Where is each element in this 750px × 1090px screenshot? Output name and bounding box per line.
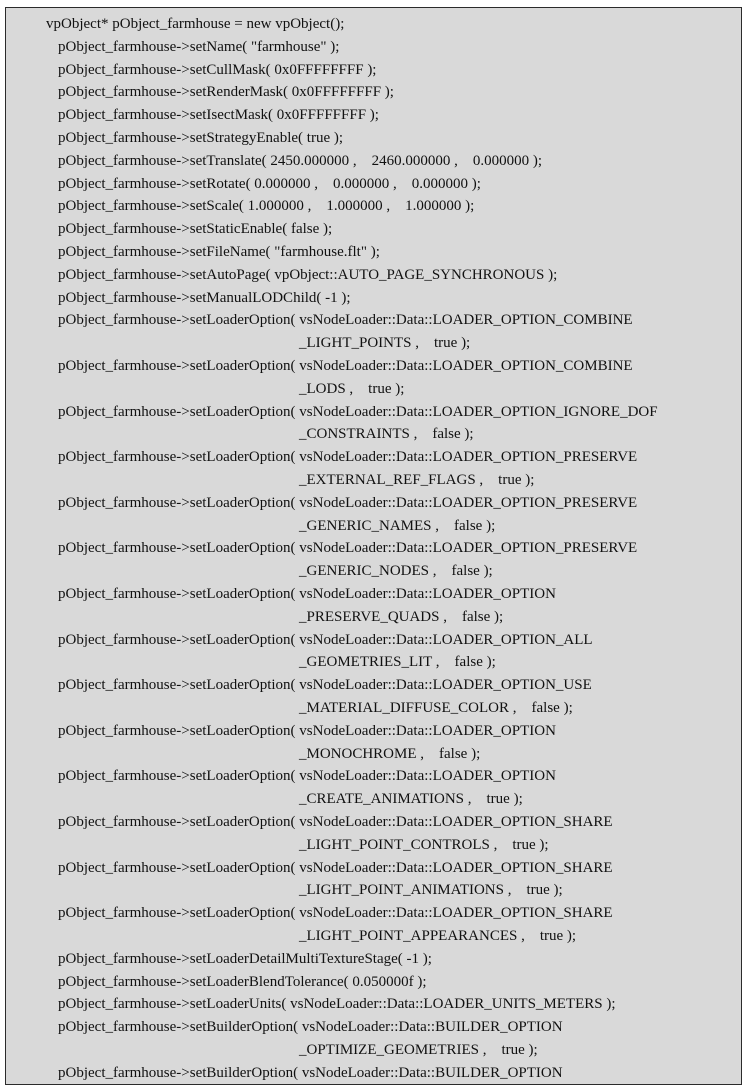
code-line: pObject_farmhouse->setRenderMask( 0x0FFFFFFFF ); [58, 84, 394, 101]
code-line: _LODS , true ); [299, 380, 405, 397]
code-line: pObject_farmhouse->setLoaderUnits( vsNodeLoader::Data::LOADER_UNITS_METERS ); [58, 996, 616, 1013]
code-line: pObject_farmhouse->setLoaderOption( vsNodeLoader::Data::LOADER_OPTION [58, 722, 556, 739]
code-line: pObject_farmhouse->setTranslate( 2450.000000 , 2460.000000 , 0.000000 ); [58, 152, 543, 169]
code-line: pObject_farmhouse->setManualLODChild( -1 ); [58, 289, 351, 306]
code-line: _LIGHT_POINT_ANIMATIONS , true ); [299, 882, 563, 899]
code-line: pObject_farmhouse->setLoaderOption( vsNodeLoader::Data::LOADER_OPTION_SHARE [58, 814, 613, 830]
code-line: _CREATE_ANIMATIONS , true ); [299, 791, 523, 808]
code-line: pObject_farmhouse->setLoaderOption( vsNodeLoader::Data::LOADER_OPTION_COMBINE [58, 358, 633, 374]
code-line: _OPTIMIZE_GEOMETRIES , true ); [299, 1042, 538, 1058]
code-line: _MATERIAL_DIFFUSE_COLOR , false ); [299, 700, 573, 716]
code-line: _LIGHT_POINTS , true ); [299, 335, 471, 352]
code-line: pObject_farmhouse->setBuilderOption( vsNodeLoader::Data::BUILDER_OPTION [58, 1064, 563, 1081]
code-line: pObject_farmhouse->setLoaderOption( vsNodeLoader::Data::LOADER_OPTION_SHARE [58, 859, 613, 876]
code-line: _CONSTRAINTS , false ); [299, 426, 474, 443]
code-line: pObject_farmhouse->setLoaderOption( vsNodeLoader::Data::LOADER_OPTION_COMBINE [58, 312, 633, 329]
code-line: pObject_farmhouse->setLoaderOption( vsNodeLoader::Data::LOADER_OPTION_USE [58, 677, 592, 694]
code-line: pObject_farmhouse->setLoaderDetailMultiTextureStage( -1 ); [58, 950, 432, 967]
code-line: _LIGHT_POINT_APPEARANCES , true ); [299, 928, 577, 944]
code-line: pObject_farmhouse->setIsectMask( 0x0FFFFFFFF ); [58, 107, 379, 124]
code-line: pObject_farmhouse->setLoaderOption( vsNodeLoader::Data::LOADER_OPTION_ALL [58, 631, 593, 648]
code-line: pObject_farmhouse->setFileName( "farmhouse.flt" ); [58, 244, 380, 260]
code-listing [5, 7, 742, 1085]
code-line: pObject_farmhouse->setBuilderOption( vsNodeLoader::Data::BUILDER_OPTION [58, 1019, 563, 1036]
code-line: _PRESERVE_QUADS , false ); [299, 608, 504, 625]
code-line: pObject_farmhouse->setLoaderOption( vsNodeLoader::Data::LOADER_OPTION_IGNORE_DOF [58, 403, 658, 420]
code-line: pObject_farmhouse->setLoaderOption( vsNodeLoader::Data::LOADER_OPTION_PRESERVE [58, 494, 638, 511]
code-line: pObject_farmhouse->setName( "farmhouse" ); [58, 38, 340, 55]
code-line: pObject_farmhouse->setLoaderBlendTolerance( 0.050000f ); [58, 973, 427, 990]
code-line: pObject_farmhouse->setLoaderOption( vsNodeLoader::Data::LOADER_OPTION_SHARE [58, 905, 613, 922]
code-line: _GEOMETRIES_LIT , false ); [299, 654, 496, 671]
code-line: pObject_farmhouse->setRotate( 0.000000 , 0.000000 , 0.000000 ); [58, 175, 481, 192]
code-line: _EXTERNAL_REF_FLAGS , true ); [299, 472, 535, 488]
code-line: pObject_farmhouse->setLoaderOption( vsNodeLoader::Data::LOADER_OPTION [58, 768, 556, 785]
code-line: _LIGHT_POINT_CONTROLS , true ); [299, 836, 549, 853]
code-line: _MONOCHROME , false ); [299, 745, 481, 762]
code-line: _GENERIC_NAMES , false ); [299, 517, 496, 534]
code-line: pObject_farmhouse->setCullMask( 0x0FFFFFFFF ); [58, 61, 377, 78]
code-line: pObject_farmhouse->setLoaderOption( vsNodeLoader::Data::LOADER_OPTION_PRESERVE [58, 449, 638, 466]
code-line: pObject_farmhouse->setLoaderOption( vsNodeLoader::Data::LOADER_OPTION_PRESERVE [58, 540, 638, 557]
code-line: pObject_farmhouse->setScale( 1.000000 , 1.000000 , 1.000000 ); [58, 198, 475, 215]
code-line: _GENERIC_NODES , false ); [299, 563, 493, 580]
code-line: pObject_farmhouse->setStrategyEnable( true ); [58, 130, 344, 146]
code-line: pObject_farmhouse->setAutoPage( vpObject::AUTO_PAGE_SYNCHRONOUS ); [58, 266, 558, 283]
code-line: pObject_farmhouse->setStaticEnable( false ); [58, 221, 333, 238]
code-line: vpObject* pObject_farmhouse = new vpObject(); [46, 16, 345, 32]
code-line: pObject_farmhouse->setLoaderOption( vsNodeLoader::Data::LOADER_OPTION [58, 586, 556, 602]
